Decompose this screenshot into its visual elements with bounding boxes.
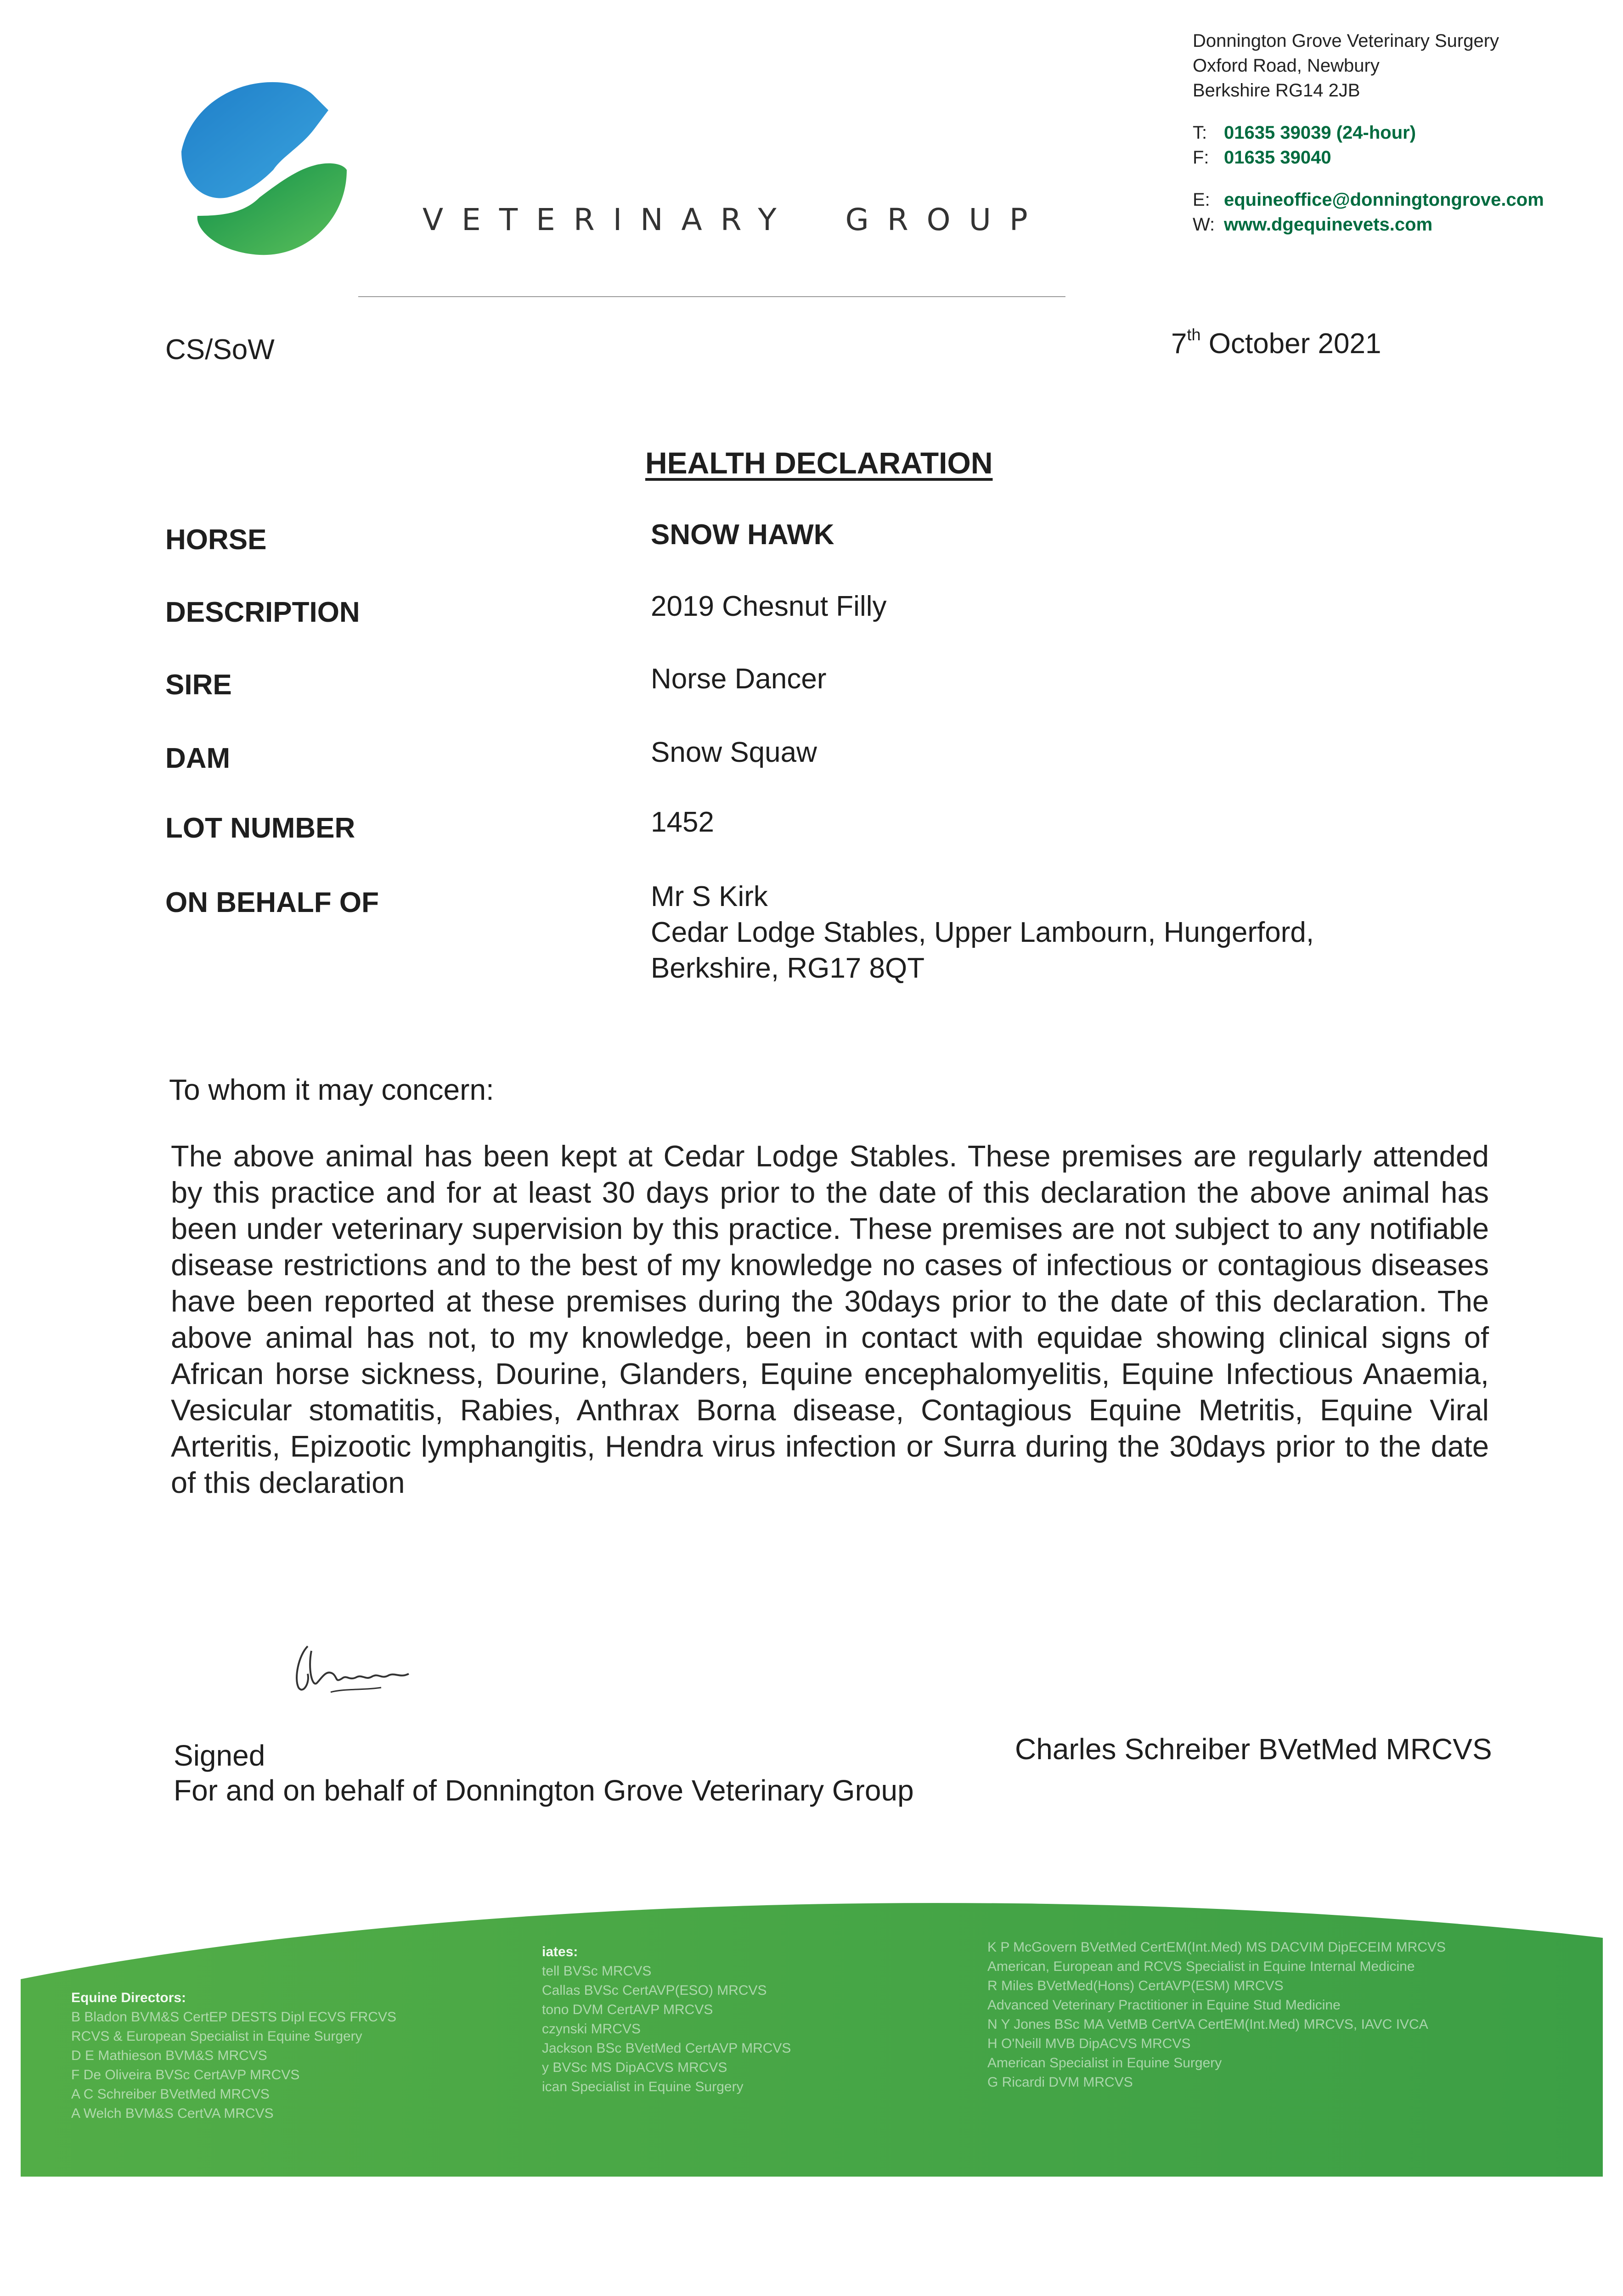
web-label: W: xyxy=(1193,214,1215,235)
director-item: A Welch BVM&S CertVA MRCVS xyxy=(71,2106,274,2121)
description-label: DESCRIPTION xyxy=(165,597,360,628)
behalf-value xyxy=(651,879,1314,986)
associate-item: ican Specialist in Equine Surgery xyxy=(542,2079,744,2094)
email-link[interactable]: equineoffice@donningtongrove.com xyxy=(1224,190,1544,210)
director-item: B Bladon BVM&S CertEP DESTS Dipl ECVS FRCVS xyxy=(71,2009,397,2025)
logo-icon xyxy=(177,78,351,257)
associate-item: y BVSc MS DipACVS MRCVS xyxy=(542,2060,727,2075)
dam-label: DAM xyxy=(165,743,231,774)
brand-name: VETERINARY GROUP xyxy=(423,202,1046,237)
signature-icon xyxy=(289,1637,423,1701)
staff-item: American, European and RCVS Specialist in Equine Internal Medicine xyxy=(987,1959,1415,1974)
directors-heading: Equine Directors: xyxy=(71,1990,186,2005)
address-line: Donnington Grove Veterinary Surgery xyxy=(1193,31,1499,51)
horse-value: SNOW HAWK xyxy=(651,519,834,551)
staff-item: G Ricardi DVM MRCVS xyxy=(987,2075,1133,2090)
reference: CS/SoW xyxy=(165,334,275,366)
staff-item: K P McGovern BVetMed CertEM(Int.Med) MS DACVIM DipECEIM MRCVS xyxy=(987,1940,1446,1955)
page-title: HEALTH DECLARATION xyxy=(645,446,993,480)
footer-column3 xyxy=(987,1938,1446,2092)
director-item: A C Schreiber BVetMed MRCVS xyxy=(71,2087,270,2102)
associates-heading: iates: xyxy=(542,1944,578,1959)
signatory-name: Charles Schreiber BVetMed MRCVS xyxy=(1015,1733,1492,1766)
associate-item: Jackson BSc BVetMed CertAVP MRCVS xyxy=(542,2041,791,2056)
director-item: F De Oliveira BVSc CertAVP MRCVS xyxy=(71,2067,300,2082)
on-behalf-line: For and on behalf of Donnington Grove Veterinary Group xyxy=(174,1774,914,1807)
footer-associates xyxy=(542,1942,791,2097)
lot-value: 1452 xyxy=(651,806,714,838)
staff-item: American Specialist in Equine Surgery xyxy=(987,2055,1222,2071)
salutation: To whom it may concern: xyxy=(169,1073,494,1106)
dam-value: Snow Squaw xyxy=(651,737,817,768)
sire-label: SIRE xyxy=(165,669,232,701)
horse-label: HORSE xyxy=(165,524,267,556)
address-line: Berkshire RG14 2JB xyxy=(1193,80,1360,101)
director-item: RCVS & European Specialist in Equine Surgery xyxy=(71,2029,362,2044)
behalf-line: Cedar Lodge Stables, Upper Lambourn, Hungerford, xyxy=(651,917,1314,948)
director-item: D E Mathieson BVM&S MRCVS xyxy=(71,2048,267,2063)
fax-value: 01635 39040 xyxy=(1224,147,1331,168)
signed-label: Signed xyxy=(174,1739,265,1772)
staff-item: N Y Jones BSc MA VetMB CertVA CertEM(Int.Med) MRCVS, IAVC IVCA xyxy=(987,2017,1428,2032)
associate-item: czynski MRCVS xyxy=(542,2021,641,2037)
footer-directors xyxy=(71,1988,396,2123)
behalf-label: ON BEHALF OF xyxy=(165,887,379,918)
phone-value: 01635 39039 (24-hour) xyxy=(1224,123,1416,143)
lot-label: LOT NUMBER xyxy=(165,812,355,844)
website-link[interactable]: www.dgequinevets.com xyxy=(1224,214,1433,235)
behalf-line: Berkshire, RG17 8QT xyxy=(651,952,925,984)
address-line: Oxford Road, Newbury xyxy=(1193,56,1380,76)
behalf-line: Mr S Kirk xyxy=(651,881,768,912)
fax-label: F: xyxy=(1193,147,1209,168)
associate-item: Callas BVSc CertAVP(ESO) MRCVS xyxy=(542,1983,767,1998)
date: 7th October 2021 xyxy=(1171,325,1381,360)
description-value: 2019 Chesnut Filly xyxy=(651,591,887,622)
sire-value: Norse Dancer xyxy=(651,663,827,695)
staff-item: Advanced Veterinary Practitioner in Equine Stud Medicine xyxy=(987,1998,1341,2013)
declaration-body: The above animal has been kept at Cedar Lodge Stables. These premises are regularly attended by this practice and for at least 30 days prior to the date of this declaration the above animal has been under veterinary supervision by this practice. These premises are not subject to any notifiable disease restrictions and to the best of my knowledge no cases of infectious or contagious diseases have been reported at these premises during the 30days prior to the date of this declaration. The above animal has not, to my knowledge, been in contact with equidae showing clinical signs of African horse sickness, Dourine, Glanders, Equine encephalomyelitis, Equine Infectious Anaemia, Vesicular stomatitis, Rabies, Anthrax Borna disease, Contagious Equine Metritis, Equine Viral Arteritis, Epizootic lymphangitis, Hendra virus infection or Surra during the 30days prior to the date of this declaration xyxy=(171,1139,1489,1499)
associate-item: tono DVM CertAVP MRCVS xyxy=(542,2002,713,2017)
associate-item: tell BVSc MRCVS xyxy=(542,1964,652,1979)
email-label: E: xyxy=(1193,190,1210,210)
header-divider xyxy=(358,296,1065,297)
staff-item: H O'Neill MVB DipACVS MRCVS xyxy=(987,2036,1191,2051)
contact-block xyxy=(1193,28,1544,237)
phone-label: T: xyxy=(1193,123,1207,143)
staff-item: R Miles BVetMed(Hons) CertAVP(ESM) MRCVS xyxy=(987,1978,1284,1993)
